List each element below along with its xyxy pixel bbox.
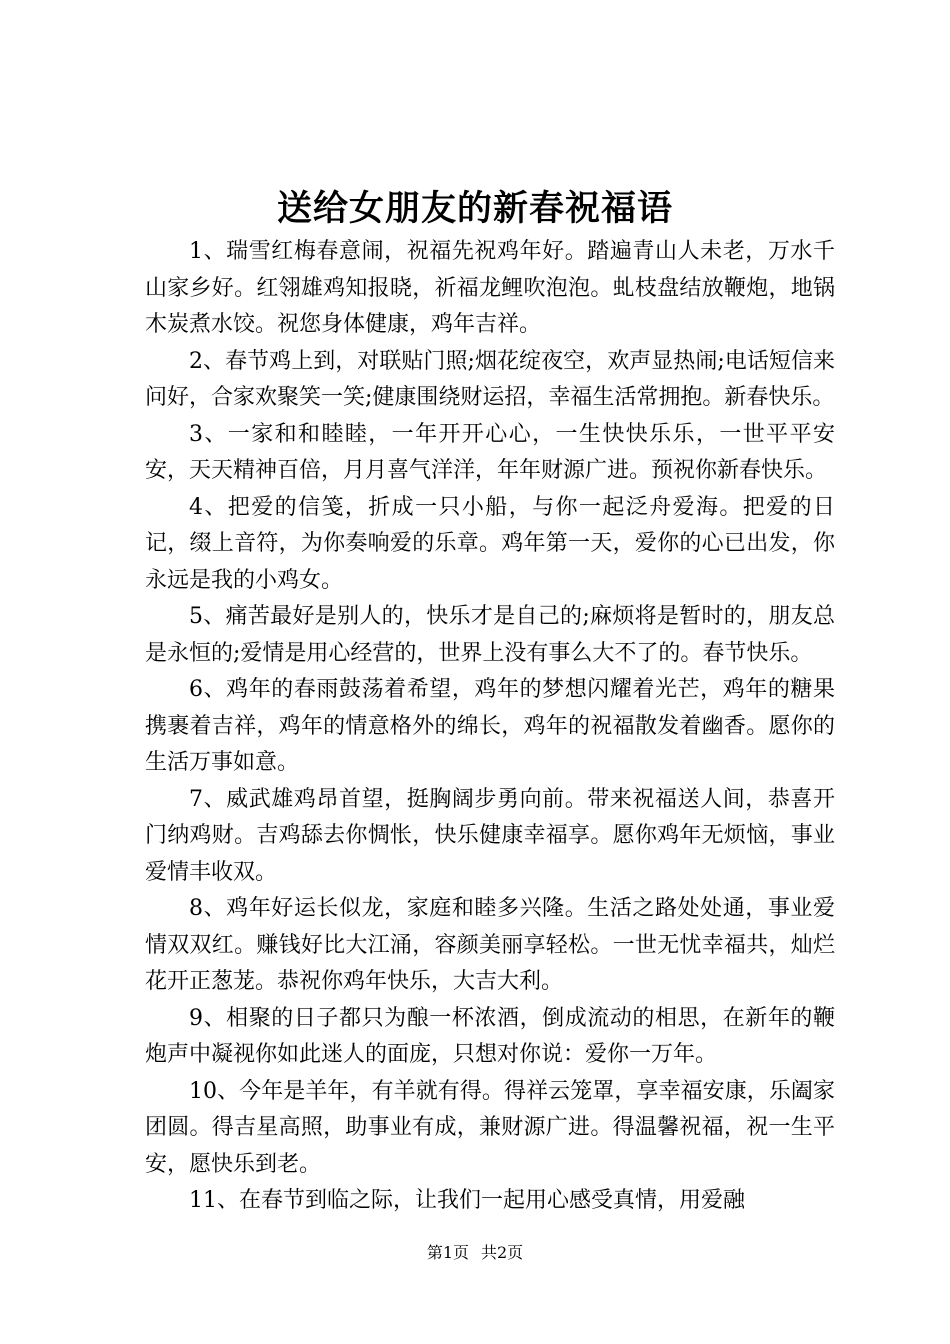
- total-pages: 共2页: [481, 1243, 524, 1262]
- paragraph-8: 8、鸡年好运长似龙，家庭和睦多兴隆。生活之路处处通，事业爱情双双红。赚钱好比大江涌，容颜美丽享轻松。一世无忧幸福共，灿烂花开正葱茏。恭祝你鸡年快乐，大吉大利。: [145, 896, 835, 994]
- page-footer: [0, 1242, 950, 1264]
- paragraph-7: 7、威武雄鸡昂首望，挺胸阔步勇向前。带来祝福送人间，恭喜开门纳鸡财。吉鸡舔去你惆怅，快乐健康幸福享。愿你鸡年无烦恼，事业爱情丰收双。: [145, 786, 835, 885]
- paragraph-2: 2、春节鸡上到，对联贴门照;烟花绽夜空，欢声显热闹;电话短信来问好，合家欢聚笑一笑;健康围绕财运招，幸福生活常拥抱。新春快乐。: [145, 348, 835, 410]
- paragraph-1: 1、瑞雪红梅春意闹，祝福先祝鸡年好。踏遍青山人未老，万水千山家乡好。红翎雄鸡知报晓，祈福龙鲤吹泡泡。虬枝盘结放鞭炮，地锅木炭煮水饺。祝您身体健康，鸡年吉祥。: [145, 239, 835, 337]
- paragraph-3: 3、一家和和睦睦，一年开开心心，一生快快乐乐，一世平平安安，天天精神百倍，月月喜气洋洋，年年财源广进。预祝你新春快乐。: [145, 421, 835, 483]
- paragraph-11: 11、在春节到临之际，让我们一起用心感受真情，用爱融: [189, 1188, 745, 1213]
- paragraph-9: 9、相聚的日子都只为酿一杯浓酒，倒成流动的相思，在新年的鞭炮声中凝视你如此迷人的面庞，只想对你说：爱你一万年。: [145, 1005, 835, 1067]
- paragraph-6: 6、鸡年的春雨鼓荡着希望，鸡年的梦想闪耀着光芒，鸡年的糖果携裹着吉祥，鸡年的情意格外的绵长，鸡年的祝福散发着幽香。愿你的生活万事如意。: [145, 677, 835, 775]
- document-title: 送给女朋友的新春祝福语: [276, 188, 673, 229]
- page-indicator: 第1页: [426, 1243, 469, 1262]
- paragraph-10: 10、今年是羊年，有羊就有得。得祥云笼罩，享幸福安康，乐阖家团圆。得吉星高照，助事业有成，兼财源广进。得温馨祝福，祝一生平安，愿快乐到老。: [145, 1078, 835, 1177]
- paragraph-4: 4、把爱的信笺，折成一只小船，与你一起泛舟爱海。把爱的日记，缀上音符，为你奏响爱的乐章。鸡年第一天，爱你的心已出发，你永远是我的小鸡女。: [145, 494, 835, 593]
- paragraph-5: 5、痛苦最好是别人的，快乐才是自己的;麻烦将是暂时的，朋友总是永恒的;爱情是用心经营的，世界上没有事么大不了的。春节快乐。: [145, 604, 835, 666]
- document-body: [145, 234, 835, 1220]
